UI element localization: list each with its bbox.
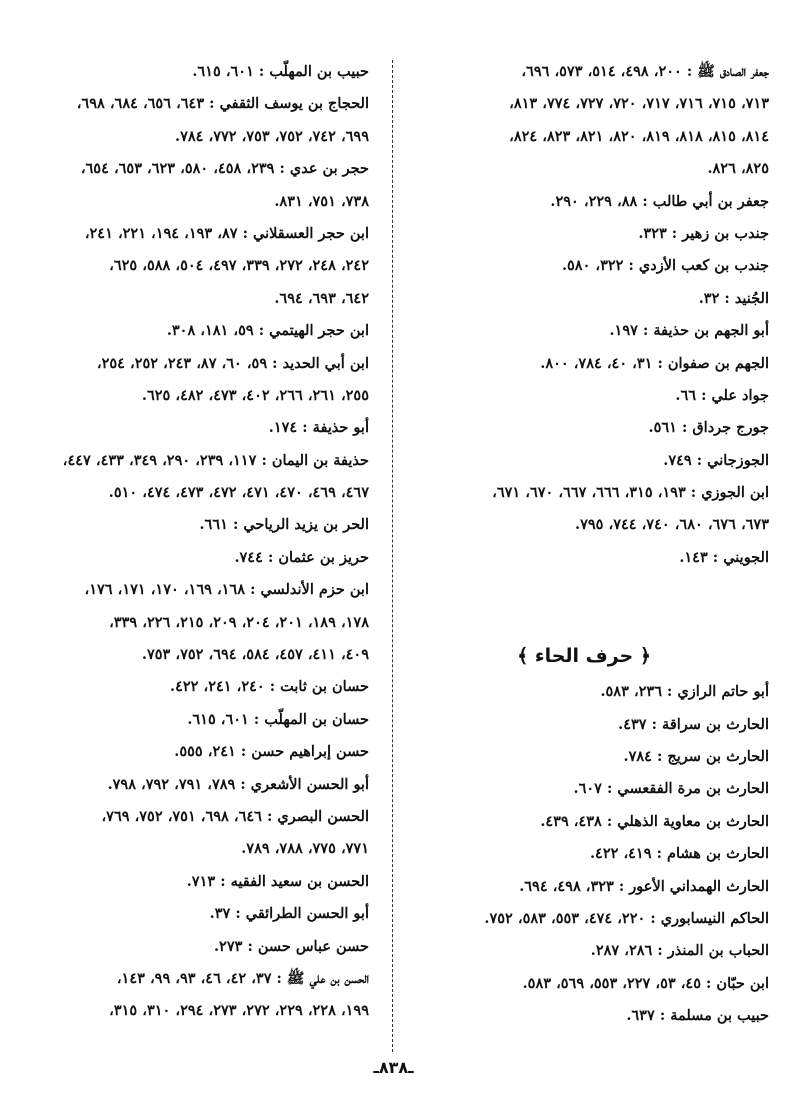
index-entry: الحباب بن المنذر : ٢٨٦، ٢٨٧. — [590, 942, 769, 960]
index-entry: حذيفة بن اليمان : ١١٧، ٢٣٩، ٢٩٠، ٣٤٩، ٤٣٣، ٤٤٧، — [62, 451, 369, 469]
index-entry: ابن الجوزي : ١٩٣، ٣١٥، ٦٦٦، ٦٦٧، ٦٧٠، ٦٧١، — [492, 484, 769, 502]
index-entry: الحسن بن علي ﷺ : ٣٧، ٤٢، ٤٦، ٩٣، ٩٩، ١٤٣، — [116, 969, 369, 987]
section-spacer — [405, 574, 769, 636]
index-entry: ابن حزم الأندلسي : ١٦٨، ١٦٩، ١٧٠، ١٧١، ١٧٦، — [84, 581, 369, 599]
index-entry: الجوزجاني : ٧٤٩. — [663, 451, 769, 469]
index-entry: الحارث بن مرة الفقعسي : ٦٠٧. — [573, 780, 769, 798]
index-entry-continuation: ٤٦٧، ٤٦٩، ٤٧٠، ٤٧١، ٤٧٢، ٤٧٣، ٤٧٤، ٥١٠. — [108, 484, 369, 502]
index-entry: جواد علي : ٦٦. — [675, 386, 769, 404]
index-entry-continuation: ٦٩٩، ٧٤٢، ٧٥٢، ٧٥٣، ٧٧٢، ٧٨٤. — [175, 127, 369, 145]
index-entry: أبو حذيفة : ١٧٤. — [268, 419, 369, 437]
index-entry-continuation: ١٩٩، ٢٢٨، ٢٢٩، ٢٧٢، ٢٧٣، ٢٩٤، ٣١٠، ٣١٥، — [109, 1002, 369, 1020]
section-heading: ﴿ حرف الحاء ﴾ — [517, 645, 651, 668]
index-column-right — [405, 56, 769, 1033]
index-entry: جعفر بن أبي طالب : ٨٨، ٢٢٩، ٢٩٠. — [550, 192, 769, 210]
index-entry: حجر بن عدي : ٢٣٩، ٤٥٨، ٥٨٠، ٦٢٣، ٦٥٣، ٦٥٤، — [80, 160, 369, 178]
index-entry: الحارث بن هشام : ٤١٩، ٤٢٢. — [589, 845, 769, 863]
index-entry-continuation: ٦٤٢، ٦٩٣، ٦٩٤. — [274, 289, 369, 307]
index-entry-continuation: ٤٠٩، ٤١١، ٤٥٧، ٥٨٤، ٦٩٤، ٧٥٢، ٧٥٣. — [141, 646, 369, 664]
index-entry: الحسن بن سعيد الفقيه : ٧١٣. — [186, 872, 369, 890]
index-entry: جعفر الصادق ﷺ : ٢٠٠، ٤٩٨، ٥١٤، ٥٧٣، ٦٩٦، — [521, 63, 769, 80]
index-entry: الجُنيد : ٣٢. — [698, 289, 769, 307]
index-entry: الحسن البصري : ٦٤٦، ٦٩٨، ٧٥١، ٧٥٢، ٧٦٩، — [101, 807, 369, 825]
index-entry: الحارث بن معاوية الذهلي : ٤٣٨، ٤٣٩. — [540, 812, 769, 830]
index-entry: حريز بن عثمان : ٧٤٤. — [234, 548, 369, 566]
index-entry: جورج جرداق : ٥٦١. — [648, 419, 769, 437]
index-entry: ابن أبي الحديد : ٥٩، ٦٠، ٨٧، ٢٤٣، ٢٥٢، ٢٥٤، — [96, 354, 369, 372]
index-column-left — [17, 56, 369, 1028]
index-entry: حسان بن المهلّب : ٦٠١، ٦١٥. — [187, 710, 369, 728]
index-entry-continuation: ٨٢٥، ٨٢٦. — [707, 160, 769, 178]
index-entry-continuation: ٧٧١، ٧٧٥، ٧٨٨، ٧٨٩. — [241, 840, 369, 858]
index-entry: الجهم بن صفوان : ٣١، ٤٠، ٧٨٤، ٨٠٠. — [540, 354, 769, 372]
page-number: ـ٨٣٨ـ — [373, 1058, 414, 1077]
index-entry: جندب بن زهير : ٣٢٣. — [638, 224, 769, 242]
index-entry: أبو حاتم الرازي : ٢٣٦، ٥٨٣. — [600, 683, 769, 701]
index-entry: أبو الجهم بن حذيفة : ١٩٧. — [609, 322, 769, 340]
index-entry: حبيب بن مسلمة : ٦٣٧. — [626, 1007, 769, 1025]
index-entry: جندب بن كعب الأزدي : ٣٢٢، ٥٨٠. — [561, 257, 769, 275]
index-entry-continuation: ١٧٨، ١٨٩، ٢٠١، ٢٠٤، ٢٠٩، ٢١٥، ٢٢٦، ٣٣٩، — [109, 613, 369, 631]
index-entry: ابن حبّان : ٤٥، ٥٣، ٢٢٧، ٥٥٣، ٥٦٩، ٥٨٣. — [522, 974, 769, 992]
index-entry: أبو الحسن الطرائقي : ٣٧. — [209, 905, 369, 923]
index-entry-continuation: ٦٧٣، ٦٧٦، ٦٨٠، ٧٤٠، ٧٤٤، ٧٩٥. — [575, 516, 769, 534]
index-entry: الحارث الهمداني الأعور : ٣٢٣، ٤٩٨، ٦٩٤. — [519, 877, 769, 895]
index-entry: حسن إبراهيم حسن : ٢٤١، ٥٥٥. — [174, 743, 369, 761]
index-entry: الحجاج بن يوسف الثقفي : ٦٤٣، ٦٥٦، ٦٨٤، ٦٩٨، — [76, 95, 369, 113]
index-entry-continuation: ٧٣٨، ٧٥١، ٨٣١. — [274, 192, 369, 210]
index-entry-continuation: ٨١٤، ٨١٥، ٨١٨، ٨١٩، ٨٢٠، ٨٢١، ٨٢٣، ٨٢٤، — [509, 127, 769, 145]
index-entry: حبيب بن المهلّب : ٦٠١، ٦١٥. — [192, 63, 369, 80]
index-entry: الحر بن يزيد الرياحي : ٦٦١. — [199, 516, 369, 534]
index-entry: الحارث بن سريج : ٧٨٤. — [623, 748, 769, 766]
index-entry-continuation: ٧١٣، ٧١٥، ٧١٦، ٧١٧، ٧٢٠، ٧٢٧، ٧٧٤، ٨١٣، — [509, 95, 769, 113]
index-entry: أبو الحسن الأشعري : ٧٨٩، ٧٩١، ٧٩٢، ٧٩٨. — [107, 775, 369, 793]
index-entry: ابن حجر العسقلاني : ٨٧، ١٩٣، ١٩٤، ٢٢١، ٢٤١، — [84, 224, 369, 242]
column-divider — [392, 60, 393, 1052]
index-entry: الحاكم النيسابوري : ٢٢٠، ٤٧٤، ٥٥٣، ٥٨٣، ٧٥٢. — [484, 909, 769, 927]
index-entry: حسان بن ثابت : ٢٤٠، ٢٤١، ٤٢٢. — [170, 678, 369, 696]
index-entry: الجويني : ١٤٣. — [679, 548, 769, 566]
index-entry: حسن عباس حسن : ٢٧٣. — [213, 937, 369, 955]
index-entry: الحارث بن سراقة : ٤٣٧. — [618, 715, 769, 733]
index-entry-continuation: ٢٥٥، ٢٦١، ٢٦٦، ٤٠٢، ٤٧٣، ٤٨٢، ٦٢٥. — [141, 386, 369, 404]
index-entry-continuation: ٢٤٢، ٢٤٨، ٢٧٢، ٣٣٩، ٤٩٧، ٥٠٤، ٥٨٨، ٦٢٥، — [109, 257, 369, 275]
index-entry: ابن حجر الهيتمي : ٥٩، ١٨١، ٣٠٨. — [166, 322, 369, 340]
